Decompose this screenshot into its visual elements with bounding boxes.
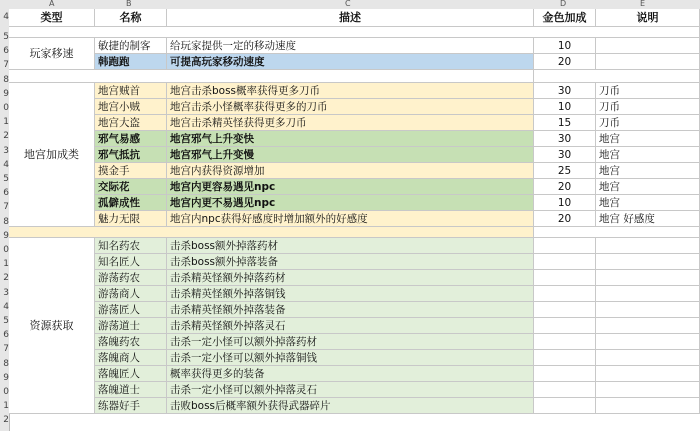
row-number[interactable]: 2 (3, 273, 9, 284)
blank-row[interactable] (9, 27, 700, 38)
row-number[interactable]: 3 (3, 145, 9, 156)
row-number[interactable]: 5 (3, 174, 9, 184)
gold-bonus-cell[interactable]: 10 (534, 195, 596, 211)
spacer-row[interactable] (534, 227, 700, 238)
gold-bonus-cell[interactable] (534, 302, 596, 318)
note-cell[interactable] (596, 238, 700, 254)
gold-bonus-cell[interactable] (534, 254, 596, 270)
row-number[interactable]: 7 (3, 344, 9, 355)
group-label[interactable]: 地宫加成类 (9, 83, 95, 227)
row-number[interactable]: 9 (3, 88, 9, 99)
name-cell[interactable]: 落魄药农 (95, 334, 167, 350)
row-number[interactable]: 9 (3, 230, 9, 241)
row-number[interactable]: 1 (3, 259, 9, 270)
gold-bonus-cell[interactable] (534, 350, 596, 366)
name-cell[interactable]: 练器好手 (95, 398, 167, 414)
note-cell[interactable] (596, 350, 700, 366)
note-cell[interactable] (596, 334, 700, 350)
note-cell[interactable] (596, 382, 700, 398)
row-number[interactable]: 7 (3, 202, 9, 213)
note-cell[interactable] (596, 398, 700, 414)
name-cell[interactable]: 孤僻成性 (95, 195, 167, 211)
row-number[interactable]: 2 (3, 131, 9, 142)
name-cell[interactable]: 地宫大盗 (95, 115, 167, 131)
gold-bonus-cell[interactable] (534, 318, 596, 334)
header-gold-bonus[interactable]: 金色加成 (534, 9, 596, 27)
description-cell[interactable]: 地宫击杀boss概率获得更多刀币 (167, 83, 534, 99)
row-number[interactable]: 8 (3, 216, 9, 227)
note-cell[interactable]: 刀币 (596, 83, 700, 99)
name-cell[interactable]: 游荡药农 (95, 270, 167, 286)
column-letter-d[interactable]: D (560, 0, 567, 8)
note-cell[interactable] (596, 286, 700, 302)
note-cell[interactable]: 地宫 (596, 131, 700, 147)
description-cell[interactable]: 击杀boss额外掉落装备 (167, 254, 534, 270)
name-cell[interactable]: 摸金手 (95, 163, 167, 179)
note-cell[interactable] (596, 54, 700, 70)
gold-bonus-cell[interactable]: 10 (534, 99, 596, 115)
row-number[interactable]: 8 (3, 358, 9, 369)
gold-bonus-cell[interactable]: 30 (534, 147, 596, 163)
gold-bonus-cell[interactable]: 15 (534, 115, 596, 131)
gold-bonus-cell[interactable] (534, 334, 596, 350)
description-cell[interactable]: 击杀boss额外掉落药材 (167, 238, 534, 254)
description-cell[interactable]: 地宫击杀小怪概率获得更多的刀币 (167, 99, 534, 115)
description-cell[interactable]: 给玩家提供一定的移动速度 (167, 38, 534, 54)
gold-bonus-cell[interactable] (534, 286, 596, 302)
name-cell[interactable]: 游荡商人 (95, 286, 167, 302)
name-cell[interactable]: 落魄道士 (95, 382, 167, 398)
note-cell[interactable]: 地宫 好感度 (596, 211, 700, 227)
row-number[interactable]: 9 (3, 372, 9, 383)
header-description[interactable]: 描述 (167, 9, 534, 27)
row-number[interactable]: 0 (3, 245, 9, 255)
name-cell[interactable]: 邪气易感 (95, 131, 167, 147)
note-cell[interactable] (596, 38, 700, 54)
note-cell[interactable] (596, 270, 700, 286)
note-cell[interactable] (596, 302, 700, 318)
description-cell[interactable]: 地宫邪气上升变快 (167, 131, 534, 147)
note-cell[interactable]: 地宫 (596, 163, 700, 179)
row-number[interactable]: 1 (3, 401, 9, 412)
row-number[interactable]: 3 (3, 287, 9, 298)
row-number[interactable]: 8 (3, 74, 9, 85)
description-cell[interactable]: 击杀精英怪额外掉落灵石 (167, 318, 534, 334)
row-number[interactable]: 0 (3, 387, 9, 397)
header-type[interactable]: 类型 (9, 9, 95, 27)
row-number[interactable]: 6 (3, 330, 9, 341)
row-number[interactable]: 6 (3, 188, 9, 199)
note-cell[interactable]: 刀币 (596, 99, 700, 115)
description-cell[interactable]: 可提高玩家移动速度 (167, 54, 534, 70)
description-cell[interactable]: 击杀精英怪额外掉落装备 (167, 302, 534, 318)
note-cell[interactable]: 地宫 (596, 179, 700, 195)
row-number[interactable]: 2 (3, 415, 9, 426)
name-cell[interactable]: 落魄商人 (95, 350, 167, 366)
gold-bonus-cell[interactable]: 20 (534, 211, 596, 227)
name-cell[interactable]: 地宫小贼 (95, 99, 167, 115)
name-cell[interactable]: 知名药农 (95, 238, 167, 254)
row-number[interactable]: 0 (3, 103, 9, 113)
description-cell[interactable]: 地宫击杀精英怪获得更多刀币 (167, 115, 534, 131)
row-number[interactable]: 5 (3, 32, 9, 42)
gold-bonus-cell[interactable] (534, 238, 596, 254)
spacer-row[interactable] (9, 70, 534, 83)
gold-bonus-cell[interactable]: 20 (534, 179, 596, 195)
note-cell[interactable]: 地宫 (596, 147, 700, 163)
gold-bonus-cell[interactable] (534, 366, 596, 382)
description-cell[interactable]: 地宫内更容易遇见npc (167, 179, 534, 195)
note-cell[interactable]: 地宫 (596, 195, 700, 211)
description-cell[interactable]: 地宫内npc获得好感度时增加额外的好感度 (167, 211, 534, 227)
row-number[interactable]: 1 (3, 117, 9, 128)
description-cell[interactable]: 地宫内更不易遇见npc (167, 195, 534, 211)
row-number[interactable]: 4 (3, 301, 9, 312)
name-cell[interactable]: 魅力无限 (95, 211, 167, 227)
name-cell[interactable]: 交际花 (95, 179, 167, 195)
gold-bonus-cell[interactable] (534, 382, 596, 398)
gold-bonus-cell[interactable]: 10 (534, 38, 596, 54)
row-number[interactable]: 7 (3, 60, 9, 71)
name-cell[interactable]: 知名匠人 (95, 254, 167, 270)
row-number[interactable]: 5 (3, 316, 9, 326)
header-name[interactable]: 名称 (95, 9, 167, 27)
group-label[interactable]: 玩家移速 (9, 38, 95, 70)
description-cell[interactable]: 地宫内获得资源增加 (167, 163, 534, 179)
description-cell[interactable]: 击杀一定小怪可以额外掉落灵石 (167, 382, 534, 398)
description-cell[interactable]: 击杀精英怪额外掉落铜钱 (167, 286, 534, 302)
row-number[interactable]: 4 (3, 159, 9, 170)
description-cell[interactable]: 击杀一定小怪可以额外掉落药材 (167, 334, 534, 350)
name-cell[interactable]: 敏捷的制客 (95, 38, 167, 54)
gold-bonus-cell[interactable]: 30 (534, 83, 596, 99)
description-cell[interactable]: 击败boss后概率额外获得武器碎片 (167, 398, 534, 414)
name-cell[interactable]: 游荡道士 (95, 318, 167, 334)
spacer-row[interactable] (9, 227, 534, 238)
description-cell[interactable]: 地宫邪气上升变慢 (167, 147, 534, 163)
column-letter-a[interactable]: A (49, 0, 55, 8)
gold-bonus-cell[interactable] (534, 398, 596, 414)
name-cell[interactable]: 邪气抵抗 (95, 147, 167, 163)
description-cell[interactable]: 概率获得更多的装备 (167, 366, 534, 382)
column-letter-e[interactable]: E (640, 0, 646, 8)
gold-bonus-cell[interactable]: 20 (534, 54, 596, 70)
spacer-row[interactable] (534, 70, 700, 83)
name-cell[interactable]: 地宫贼首 (95, 83, 167, 99)
description-cell[interactable]: 击杀一定小怪可以额外掉落铜钱 (167, 350, 534, 366)
column-letter-c[interactable]: C (345, 0, 351, 8)
group-label[interactable]: 资源获取 (9, 238, 95, 414)
header-note[interactable]: 说明 (596, 9, 700, 27)
row-number[interactable]: 6 (3, 46, 9, 57)
name-cell[interactable]: 韩跑跑 (95, 54, 167, 70)
note-cell[interactable] (596, 318, 700, 334)
gold-bonus-cell[interactable]: 30 (534, 131, 596, 147)
name-cell[interactable]: 游荡匠人 (95, 302, 167, 318)
note-cell[interactable]: 刀币 (596, 115, 700, 131)
column-letter-b[interactable]: B (126, 0, 132, 8)
row-number[interactable]: 4 (3, 12, 9, 22)
note-cell[interactable] (596, 254, 700, 270)
note-cell[interactable] (596, 366, 700, 382)
gold-bonus-cell[interactable]: 25 (534, 163, 596, 179)
gold-bonus-cell[interactable] (534, 270, 596, 286)
description-cell[interactable]: 击杀精英怪额外掉落药材 (167, 270, 534, 286)
name-cell[interactable]: 落魄匠人 (95, 366, 167, 382)
